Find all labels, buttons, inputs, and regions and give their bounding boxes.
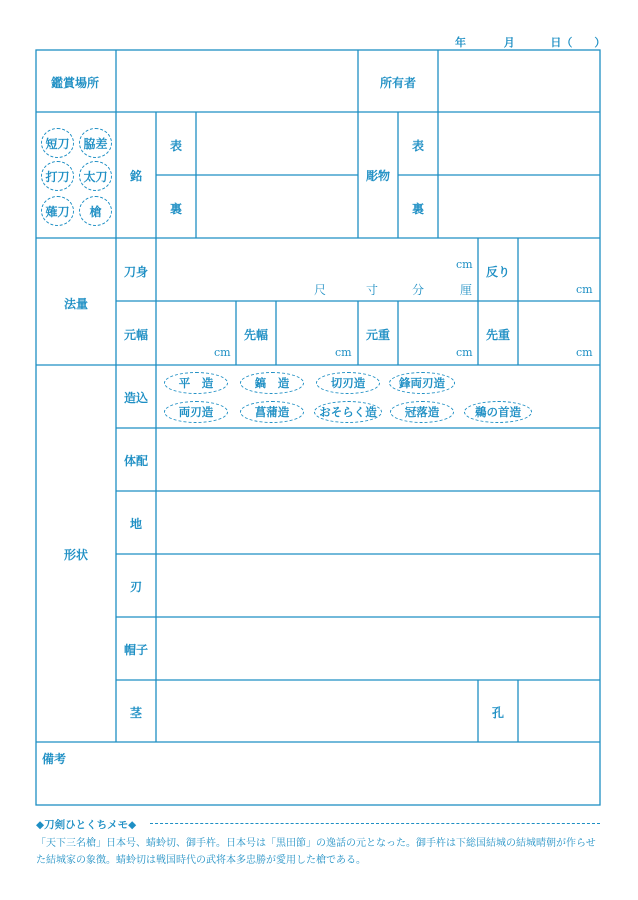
zukuri-option-kanmuri-otoshi[interactable]: 冠落造 <box>390 401 454 423</box>
motohaba-cm-unit: cm <box>214 346 231 359</box>
zukuri-option-moroha[interactable]: 両刃造 <box>164 401 228 423</box>
type-tanto[interactable]: 短刀 <box>41 128 74 158</box>
memo-divider <box>150 823 600 824</box>
shaku-unit: 尺 <box>314 283 327 297</box>
carving-back-label: 裏 <box>412 202 425 216</box>
zukuri-label: 造込 <box>124 391 149 405</box>
rin-unit: 厘 <box>460 283 473 297</box>
ha-label: 刃 <box>130 580 143 594</box>
type-uchigatana[interactable]: 打刀 <box>41 161 74 191</box>
month-label: 月 <box>503 36 515 49</box>
place-label: 鑑賞場所 <box>51 76 100 90</box>
type-naginata[interactable]: 薙刀 <box>41 196 74 226</box>
motohaba-label: 元幅 <box>124 328 149 342</box>
motokasane-cm-unit: cm <box>456 346 473 359</box>
sakihaba-cm-unit: cm <box>335 346 352 359</box>
ana-label: 孔 <box>492 706 505 720</box>
zukuri-option-kiriha[interactable]: 切刃造 <box>316 372 380 394</box>
blade-length-label: 刀身 <box>124 265 149 279</box>
sakikasane-cm-unit: cm <box>576 346 593 359</box>
nakago-label: 茎 <box>130 706 143 720</box>
zukuri-option-osoraku[interactable]: おそらく造 <box>314 401 382 423</box>
zukuri-option-shobu[interactable]: 菖蒲造 <box>240 401 304 423</box>
sori-label: 反り <box>486 265 511 279</box>
sun-unit: 寸 <box>366 283 379 297</box>
sakikasane-label: 先重 <box>486 328 511 342</box>
day-label: 日（ ） <box>550 36 606 49</box>
measure-label: 法量 <box>64 297 89 311</box>
zukuri-option-unokubi[interactable]: 鵜の首造 <box>464 401 532 423</box>
type-wakizashi[interactable]: 脇差 <box>79 128 112 158</box>
memo-text: 「天下三名槍」日本号、蜻蛉切、御手杵。日本号は「黒田節」の逸話の元となった。御手杵は下総国結城の結城晴朝が作らせた結城家の象徴。蜻蛉切は戦国時代の武将本多忠勝が愛用した槍である。 <box>36 838 596 866</box>
carving-label: 彫物 <box>366 169 391 183</box>
boshi-label: 帽子 <box>124 643 149 657</box>
zukuri-option-shinogi[interactable]: 鎬 造 <box>240 372 304 394</box>
zukuri-option-hira[interactable]: 平 造 <box>164 372 228 394</box>
blade-cm-unit: cm <box>456 258 473 271</box>
year-label: 年 <box>455 36 466 49</box>
ji-label: 地 <box>130 517 143 531</box>
sori-cm-unit: cm <box>576 283 593 296</box>
motokasane-label: 元重 <box>366 328 391 342</box>
mei-front-label: 表 <box>170 139 183 153</box>
owner-label: 所有者 <box>380 76 417 90</box>
carving-front-label: 表 <box>412 139 425 153</box>
shape-label: 形状 <box>64 548 89 562</box>
memo-title: ◆刀剣ひとくちメモ◆ <box>36 819 137 831</box>
sakihaba-label: 先幅 <box>244 328 269 342</box>
type-yari[interactable]: 槍 <box>79 196 112 226</box>
mei-label: 銘 <box>130 169 143 183</box>
type-tachi[interactable]: 太刀 <box>79 161 112 191</box>
bu-unit: 分 <box>412 283 425 297</box>
zukuri-option-kissaki-moroha[interactable]: 鋒両刃造 <box>389 372 455 394</box>
taihai-label: 体配 <box>124 454 149 468</box>
mei-back-label: 裏 <box>170 202 183 216</box>
remarks-label: 備考 <box>42 752 67 766</box>
